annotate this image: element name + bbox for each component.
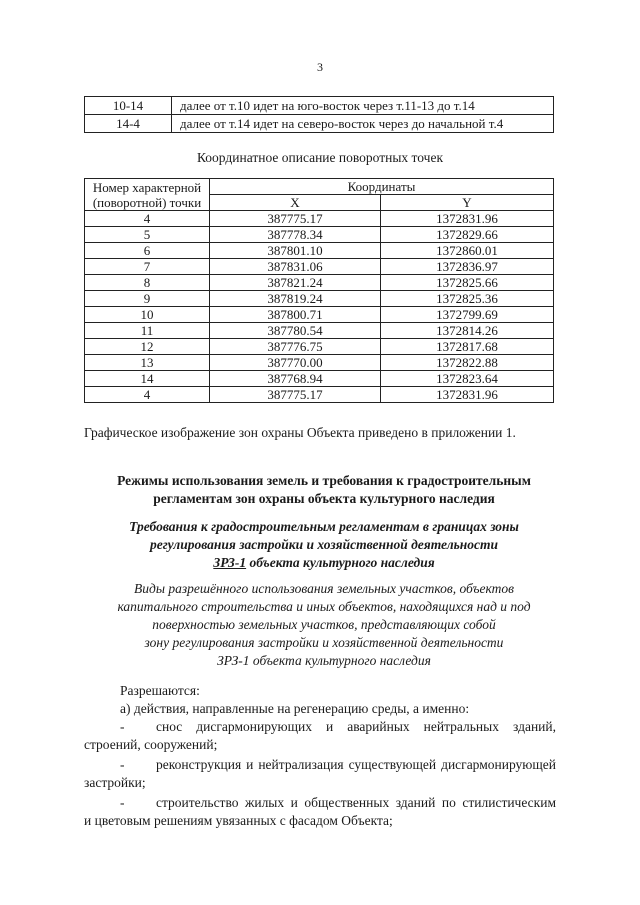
cell-x: 387801.10 bbox=[210, 243, 381, 259]
cell-point: 12 bbox=[85, 339, 210, 355]
table-header-row bbox=[85, 179, 554, 195]
cell-y: 1372823.64 bbox=[381, 371, 554, 387]
cell-y: 1372860.01 bbox=[381, 243, 554, 259]
table-row bbox=[85, 259, 554, 275]
bullet-dash: - bbox=[120, 757, 125, 772]
subheading-line: поверхностью земельных участков, представляющих собой bbox=[152, 617, 496, 632]
table-row bbox=[85, 339, 554, 355]
table-row bbox=[85, 323, 554, 339]
header-point: Номер характерной (поворотной) точки bbox=[85, 179, 210, 211]
cell-x: 387821.24 bbox=[210, 275, 381, 291]
route-segment: 10-14 bbox=[85, 97, 172, 115]
table-row bbox=[85, 275, 554, 291]
heading-line: регулирования застройки и хозяйственной деятельности bbox=[149, 537, 499, 552]
bullet-text: строений, сооружений; bbox=[84, 737, 218, 752]
table-row bbox=[85, 115, 554, 133]
cell-point: 6 bbox=[85, 243, 210, 259]
cell-point: 4 bbox=[85, 387, 210, 403]
bullet-item bbox=[84, 718, 556, 754]
cell-x: 387776.75 bbox=[210, 339, 381, 355]
heading-line bbox=[84, 554, 564, 572]
table-row bbox=[85, 371, 554, 387]
bullet-dash: - bbox=[120, 719, 125, 734]
graphic-note: Графическое изображение зон охраны Объекта приведено в приложении 1. bbox=[84, 425, 516, 440]
cell-point: 4 bbox=[85, 211, 210, 227]
table-row bbox=[85, 355, 554, 371]
header-x: X bbox=[210, 195, 381, 211]
cell-y: 1372825.66 bbox=[381, 275, 554, 291]
item-a: а) действия, направленные на регенерацию среды, а именно: bbox=[120, 701, 470, 716]
heading-line: Режимы использования земель и требования к градостроительным bbox=[117, 473, 531, 488]
bullet-text: застройки; bbox=[84, 775, 146, 790]
table-row bbox=[85, 97, 554, 115]
cell-point: 7 bbox=[85, 259, 210, 275]
header-y: Y bbox=[381, 195, 554, 211]
table-row bbox=[85, 307, 554, 323]
table-row bbox=[85, 291, 554, 307]
table-row bbox=[85, 211, 554, 227]
cell-y: 1372814.26 bbox=[381, 323, 554, 339]
cell-y: 1372799.69 bbox=[381, 307, 554, 323]
table-row bbox=[85, 387, 554, 403]
coordinates-table bbox=[84, 178, 554, 403]
route-segment: 14-4 bbox=[85, 115, 172, 133]
cell-x: 387768.94 bbox=[210, 371, 381, 387]
cell-point: 5 bbox=[85, 227, 210, 243]
table-row bbox=[85, 227, 554, 243]
allowed-label: Разрешаются: bbox=[120, 683, 200, 698]
bullet-item bbox=[84, 794, 556, 830]
cell-x: 387780.54 bbox=[210, 323, 381, 339]
subheading-permitted-use bbox=[84, 580, 564, 670]
route-table bbox=[84, 96, 554, 133]
cell-y: 1372817.68 bbox=[381, 339, 554, 355]
bullet-item bbox=[84, 756, 556, 792]
bullet-text: строительство жилых и общественных зданий по стилистическим bbox=[156, 795, 556, 810]
cell-y: 1372829.66 bbox=[381, 227, 554, 243]
page-number: 3 bbox=[317, 60, 323, 74]
cell-x: 387775.17 bbox=[210, 211, 381, 227]
heading-regimes bbox=[84, 472, 564, 508]
cell-x: 387819.24 bbox=[210, 291, 381, 307]
heading-line: регламентам зон охраны объекта культурного наследия bbox=[153, 491, 495, 506]
bullet-text: и цветовым решениям увязанных с фасадом Объекта; bbox=[84, 813, 393, 828]
cell-y: 1372825.36 bbox=[381, 291, 554, 307]
cell-x: 387778.34 bbox=[210, 227, 381, 243]
subheading-line: ЗРЗ-1 объекта культурного наследия bbox=[217, 653, 431, 668]
route-description: далее от т.14 идет на северо-восток через до начальной т.4 bbox=[172, 115, 554, 133]
subheading-line: Виды разрешённого использования земельных участков, объектов bbox=[134, 581, 514, 596]
cell-point: 14 bbox=[85, 371, 210, 387]
cell-point: 10 bbox=[85, 307, 210, 323]
cell-x: 387770.00 bbox=[210, 355, 381, 371]
subheading-line: капитального строительства и иных объектов, находящихся над и под bbox=[117, 599, 531, 614]
cell-point: 9 bbox=[85, 291, 210, 307]
cell-x: 387800.71 bbox=[210, 307, 381, 323]
cell-point: 13 bbox=[85, 355, 210, 371]
header-coords: Координаты bbox=[210, 179, 554, 195]
cell-point: 11 bbox=[85, 323, 210, 339]
heading-tail: объекта культурного наследия bbox=[246, 555, 435, 570]
bullet-dash: - bbox=[120, 795, 125, 810]
heading-line: Требования к градостроительным регламентам в границах зоны bbox=[129, 519, 519, 534]
cell-y: 1372831.96 bbox=[381, 387, 554, 403]
cell-x: 387831.06 bbox=[210, 259, 381, 275]
cell-y: 1372831.96 bbox=[381, 211, 554, 227]
bullet-text: реконструкция и нейтрализация существующей дисгармонирующей bbox=[156, 757, 556, 772]
heading-requirements bbox=[84, 518, 564, 572]
zone-code: ЗРЗ-1 bbox=[213, 555, 247, 570]
coord-caption: Координатное описание поворотных точек bbox=[196, 150, 444, 165]
cell-point: 8 bbox=[85, 275, 210, 291]
subheading-line: зону регулирования застройки и хозяйственной деятельности bbox=[144, 635, 504, 650]
cell-y: 1372822.88 bbox=[381, 355, 554, 371]
table-row bbox=[85, 243, 554, 259]
cell-y: 1372836.97 bbox=[381, 259, 554, 275]
bullet-text: снос дисгармонирующих и аварийных нейтральных зданий, bbox=[156, 719, 556, 734]
route-description: далее от т.10 идет на юго-восток через т.11-13 до т.14 bbox=[172, 97, 554, 115]
cell-x: 387775.17 bbox=[210, 387, 381, 403]
